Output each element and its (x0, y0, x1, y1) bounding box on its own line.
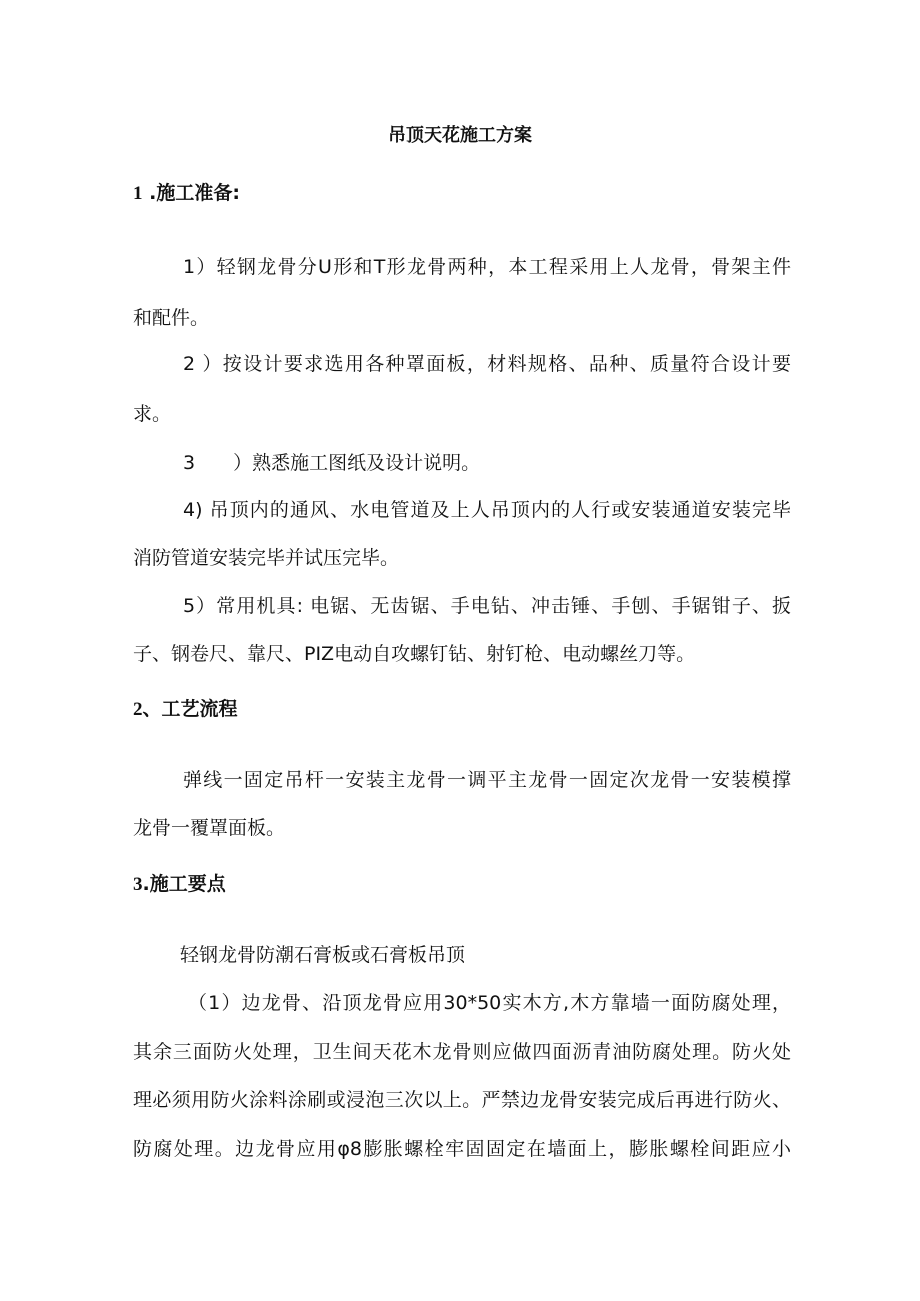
section-heading-1 (133, 180, 240, 207)
paragraph-line: 求。 (133, 403, 172, 425)
section-title: .施工准备: (142, 182, 240, 204)
paragraph-line: 子、钢卷尺、靠尺、PIZ电动自攻螺钉钻、射钉枪、电动螺丝刀等。 (133, 643, 696, 665)
paragraph-line: 3 ）熟悉施工图纸及设计说明。 (183, 452, 481, 474)
section-title: 、工艺流程 (142, 698, 238, 720)
paragraph-line: 消防管道安装完毕并试压完毕。 (133, 547, 400, 569)
section-heading-2 (133, 696, 238, 723)
paragraph-line: 龙骨一覆罩面板。 (133, 817, 286, 839)
paragraph-line: 1）轻钢龙骨分U形和T形龙骨两种，本工程采用上人龙骨，骨架主件 (183, 256, 791, 278)
section-number: 3 (133, 874, 143, 895)
document-title: 吊顶天花施工方案 (388, 125, 532, 146)
paragraph-line: 弹线一固定吊杆一安装主龙骨一调平主龙骨一固定次龙骨一安装模撑 (183, 769, 791, 791)
paragraph-line: 其余三面防火处理，卫生间天花木龙骨则应做四面沥青油防腐处理。防火处 (133, 1041, 791, 1063)
section-heading-3 (133, 871, 226, 898)
section-number: 1 (133, 183, 143, 204)
paragraph-line: 防腐处理。边龙骨应用φ8膨胀螺栓牢固固定在墙面上，膨胀螺栓间距应小 (133, 1138, 791, 1160)
paragraph-line: 和配件。 (133, 307, 210, 329)
section-title: .施工要点 (142, 873, 226, 895)
paragraph-line: 5）常用机具: 电锯、无齿锯、手电钻、冲击锤、手刨、手锯钳子、扳 (183, 595, 791, 617)
paragraph-line: 2 ）按设计要求选用各种罩面板，材料规格、品种、质量符合设计要 (183, 353, 791, 375)
section-number: 2 (133, 699, 143, 720)
paragraph-line: 4) 吊顶内的通风、水电管道及上人吊顶内的人行或安装通道安装完毕 (183, 499, 791, 521)
paragraph-line: 理必须用防火涂料涂刷或浸泡三次以上。严禁边龙骨安装完成后再进行防火、 (133, 1089, 791, 1111)
subheading: 轻钢龙骨防潮石膏板或石膏板吊顶 (180, 944, 466, 966)
paragraph-line: （1）边龙骨、沿顶龙骨应用30*50实木方,木方靠墙一面防腐处理， (188, 992, 791, 1014)
